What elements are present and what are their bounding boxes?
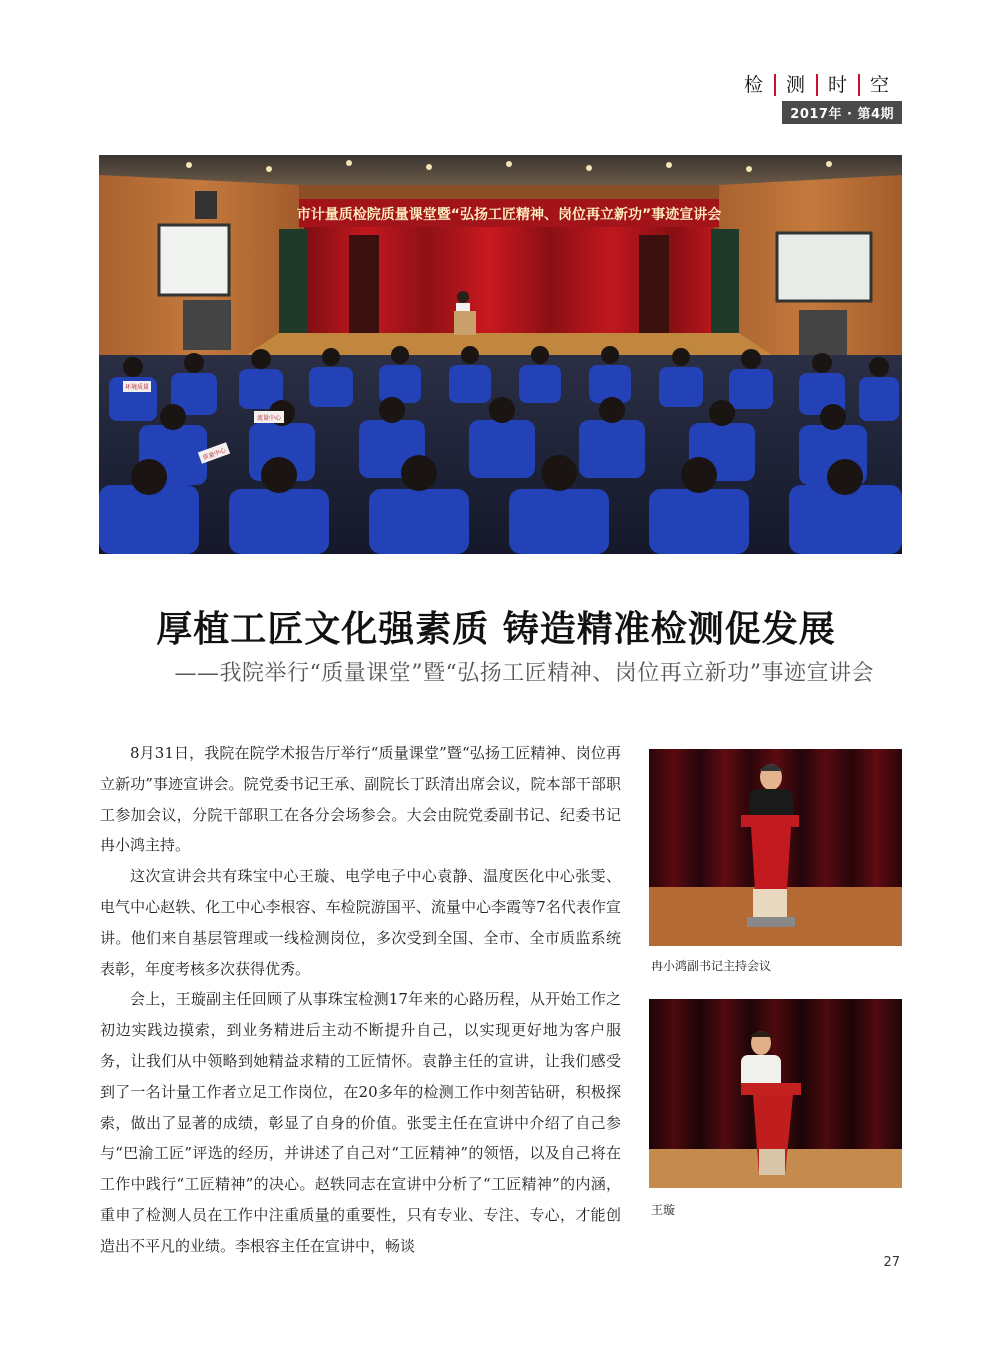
- article-body: [100, 738, 621, 1262]
- photo-caption: 王璇: [651, 1203, 676, 1217]
- article-subtitle: ——我院举行“质量课堂”暨“弘扬工匠精神、岗位再立新功”事迹宣讲会: [174, 661, 874, 686]
- issue-badge: 2017年 · 第4期: [782, 101, 902, 124]
- photo-host-speaking: [649, 749, 902, 946]
- article-title: 厚植工匠文化强素质 铸造精准检测促发展: [156, 609, 836, 650]
- title-char: 时: [827, 74, 848, 96]
- title-char: 测: [785, 74, 806, 96]
- title-char: 空: [869, 74, 890, 96]
- body-paragraph: 8月31日，我院在院学术报告厅举行“质量课堂”暨“弘扬工匠精神、岗位再立新功”事迹宣讲会。院党委书记王承、副院长丁跃清出席会议，院本部干部职工参加会议，分院干部职工在各分会场参会。大会由院党委副书记、纪委书记冉小鸿主持。: [100, 744, 621, 855]
- photo-caption: 冉小鸿副书记主持会议: [651, 959, 772, 973]
- magazine-title: [734, 74, 900, 96]
- photo-speaker-wangxuan: [649, 999, 902, 1188]
- hero-photo-auditorium: [99, 155, 902, 554]
- title-char: 检: [743, 74, 764, 96]
- seat-badge: 环境质量: [124, 384, 150, 391]
- seat-badge: 流量中心: [256, 415, 282, 422]
- stage-banner-text: 市计量质检院质量课堂暨“弘扬工匠精神、岗位再立新功”事迹宣讲会: [296, 207, 722, 223]
- seat-badge: 质量中心: [202, 447, 227, 462]
- body-paragraph: 会上，王璇副主任回顾了从事珠宝检测17年来的心路历程，从开始工作之初边实践边摸索，到业务精进后主动不断提升自己，以实现更好地为客户服务，让我们从中领略到她精益求精的工匠情怀。袁静主任的宣讲，让我们感受到了一名计量工作者立足工作岗位，在20多年的检测工作中刻苦钻研，积极探索，做出了显著的成绩，彰显了自身的价值。张雯主任在宣讲中介绍了自己参与“巴渝工匠”评选的经历，并讲述了自己对“工匠精神”的领悟，以及自己将在工作中践行“工匠精神”的决心。赵轶同志在宣讲中分析了“工匠精神”的内涵，重申了检测人员在工作中注重质量的重要性，只有专业、专注、专心，才能创造出不平凡的业绩。李根容主任在宣讲中，畅谈: [100, 990, 621, 1255]
- page-number: 27: [883, 1255, 900, 1270]
- body-paragraph: 这次宣讲会共有珠宝中心王璇、电学电子中心袁静、温度医化中心张雯、电气中心赵轶、化工中心李根容、车检院游国平、流量中心李霞等7名代表作宣讲。他们来自基层管理或一线检测岗位，多次受到全国、全市、全市质监系统表彰，年度考核多次获得优秀。: [100, 867, 621, 978]
